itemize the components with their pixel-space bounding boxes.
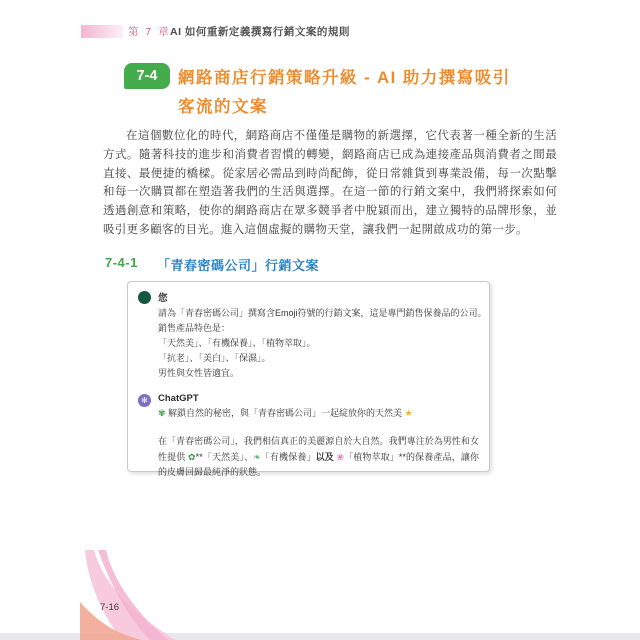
section-title-line2: 客流的文案 [178, 98, 268, 116]
chapter-header-bar [81, 25, 123, 38]
text-segment: 「植物萃取」**的保養產品，讓你的皮膚回歸最純淨的狀態。 [158, 451, 479, 477]
user-message-lines [158, 306, 487, 381]
chapter-number: 第 7 章 [128, 26, 171, 38]
openai-logo-icon: ✻ [141, 396, 148, 405]
section-title-line1: 網路商店行銷策略升級 - AI 助力撰寫吸引 [178, 69, 511, 87]
user-avatar [138, 291, 151, 304]
chat-user-line: 「天然美」、「有機保養」、「植物萃取」。 [158, 338, 316, 348]
leaf-emoji: ❧ [253, 451, 261, 462]
chapter-title: AI 如何重新定義撰寫行銷文案的規則 [170, 26, 350, 38]
page-number: 7-16 [100, 602, 120, 613]
chat-user-line: 請為「青春密碼公司」撰寫含Emoji符號的行銷文案，這是專門銷售保養品的公司。 [158, 308, 487, 318]
chat-user-line: 「抗老」、「美白」、「保濕」。 [158, 353, 271, 363]
chat-user-line: 男性與女性皆適宜。 [158, 368, 240, 378]
subsection-number: 7-4-1 [105, 255, 138, 270]
text-segment: 「有機保養」 [260, 451, 316, 462]
user-label: 您 [158, 293, 168, 304]
intro-paragraph: 在這個數位化的時代，網路商店不僅僅是購物的新選擇，它代表著一種全新的生活方式。隨著科技的進步和消費者習慣的轉變，網路商店已成為連接產品與消費者之間最直接、最便捷的橋樑。從家居必需品到時尚配飾，從日常雜貨到專業設備，每一次點擊和每一次購買都在塑造著我們的生活與選擇。在這一節的行銷文案中，我們將探索如何透過創意和策略，使你的網路商店在眾多競爭者中脫穎而出，建立獨特的品牌形象，並吸引更多顧客的目光。進入這個虛擬的購物天堂，讓我們一起開啟成功的第一步。 [103, 130, 557, 236]
text-segment: 在「青春密碼公司」，我們相信真正的美麗源自於大自然。我們專注於為男性和女性提供 [158, 436, 479, 462]
cherry-blossom-emoji: ❀ [336, 451, 345, 462]
text-segment: 以及 [315, 451, 337, 462]
chat-user-line: 銷售產品特色是： [158, 323, 231, 333]
assistant-headline [158, 406, 479, 421]
assistant-body-paragraph [158, 434, 479, 481]
seedling-emoji: ✾ [158, 408, 169, 418]
star-emoji: ★ [404, 408, 413, 418]
assistant-message [138, 393, 479, 481]
section-number-badge: 7-4 [124, 63, 170, 89]
text-segment: 解鎖自然的秘密，與「青春密碼公司」一起綻放你的天然美 [168, 408, 405, 418]
chatgpt-avatar [138, 394, 151, 407]
user-message [138, 290, 487, 381]
chat-transcript-box [127, 281, 490, 477]
herb-emoji: ✿ [188, 451, 196, 462]
assistant-label: ChatGPT [158, 393, 199, 404]
subsection-title: 「青春密碼公司」行銷文案 [157, 258, 320, 273]
footer-pink-ribbon-decoration [70, 550, 190, 640]
text-segment: **「天然美」、 [195, 451, 254, 462]
